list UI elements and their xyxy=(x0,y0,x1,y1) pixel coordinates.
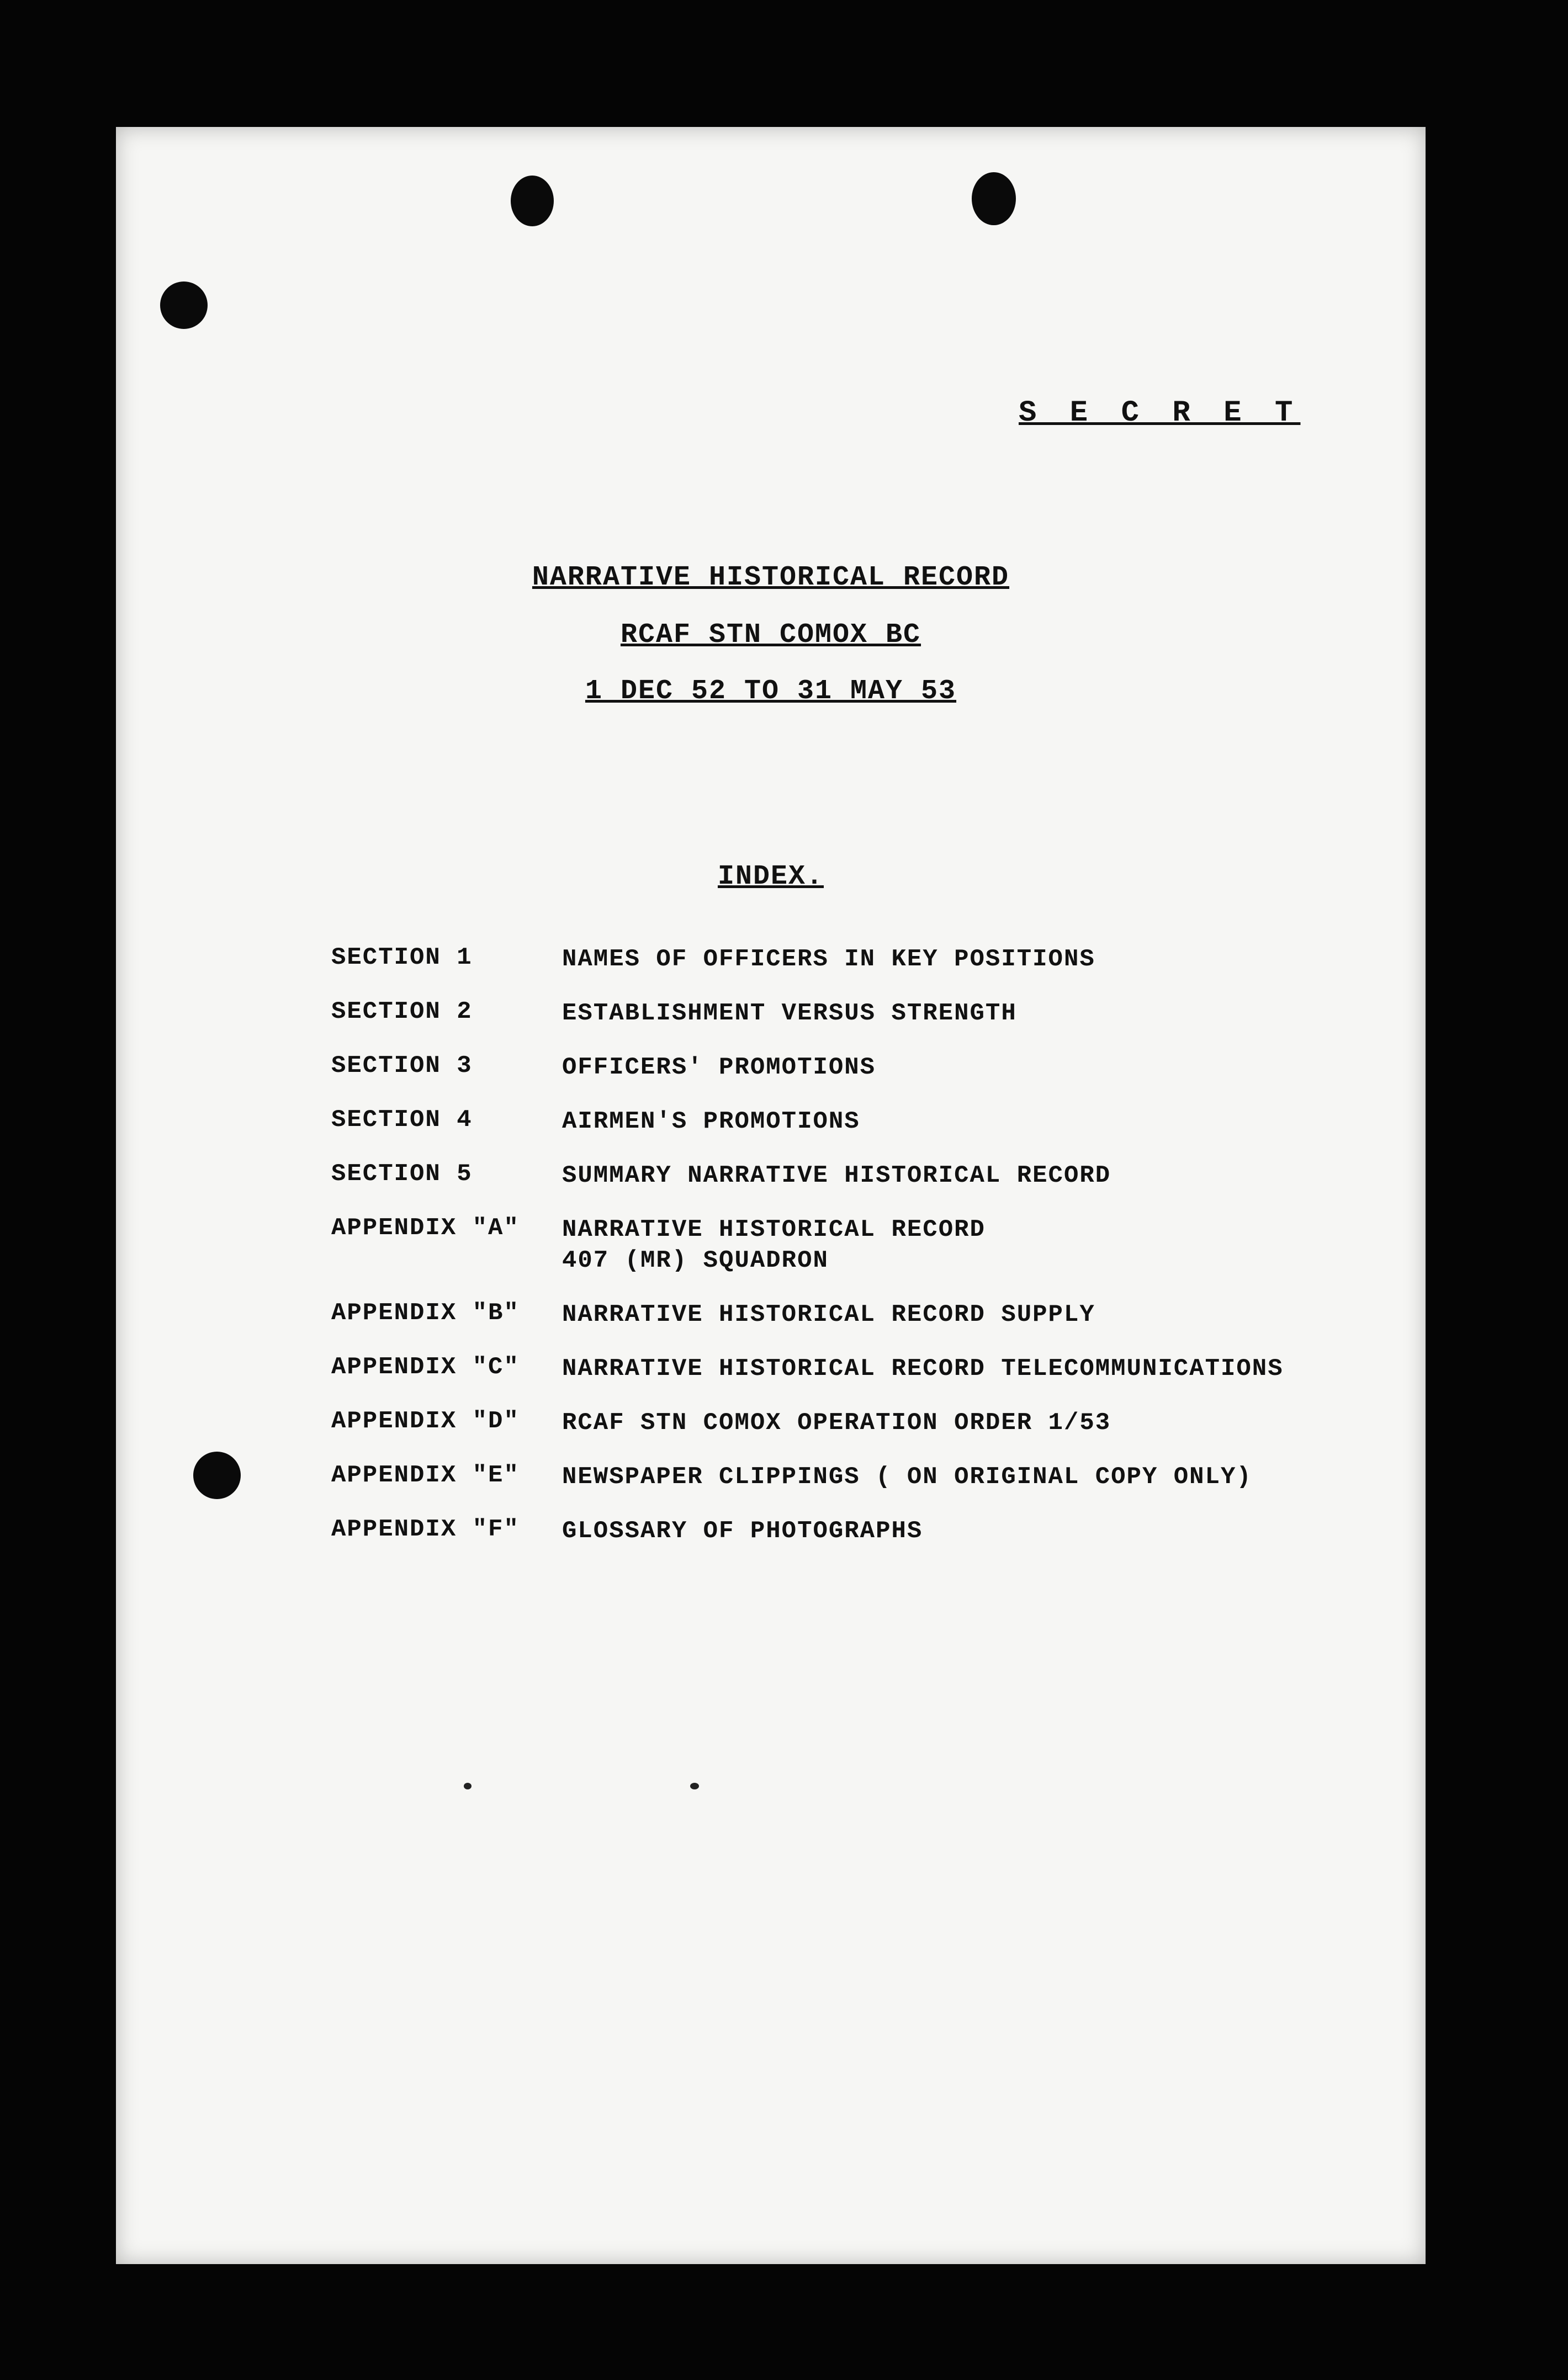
index-description-line: SUMMARY NARRATIVE HISTORICAL RECORD xyxy=(562,1162,1111,1189)
record-title: NARRATIVE HISTORICAL RECORD xyxy=(532,562,1010,593)
index-label: SECTION 3 xyxy=(331,1052,473,1080)
document-page xyxy=(116,127,1426,2264)
index-description xyxy=(562,1407,1380,1438)
index-description-line: GLOSSARY OF PHOTOGRAPHS xyxy=(562,1517,923,1545)
index-description xyxy=(562,1516,1380,1547)
security-classification: S E C R E T xyxy=(1019,396,1301,430)
ink-speck xyxy=(464,1783,472,1789)
index-label: SECTION 1 xyxy=(331,944,473,971)
ink-speck xyxy=(690,1783,699,1789)
index-description-line: OFFICERS' PROMOTIONS xyxy=(562,1054,876,1081)
index-description xyxy=(562,1052,1380,1083)
punch-hole-left-upper xyxy=(160,281,208,329)
index-description xyxy=(562,944,1380,975)
index-list xyxy=(331,944,1380,1570)
punch-hole-top-right xyxy=(972,172,1016,225)
index-description xyxy=(562,1353,1380,1384)
index-label: APPENDIX "A" xyxy=(331,1214,520,1242)
index-description-line: AIRMEN'S PROMOTIONS xyxy=(562,1108,860,1135)
index-description-line: ESTABLISHMENT VERSUS STRENGTH xyxy=(562,1000,1017,1027)
index-row xyxy=(331,1299,1380,1330)
index-description-line: NAMES OF OFFICERS IN KEY POSITIONS xyxy=(562,945,1095,973)
index-row xyxy=(331,1106,1380,1137)
index-heading: INDEX. xyxy=(717,861,824,892)
index-row xyxy=(331,1462,1380,1492)
record-station: RCAF STN COMOX BC xyxy=(620,619,921,651)
index-row xyxy=(331,1407,1380,1438)
index-description-line: 407 (MR) SQUADRON xyxy=(562,1247,829,1274)
index-description-line: NEWSPAPER CLIPPINGS ( ON ORIGINAL COPY ONLY) xyxy=(562,1463,1252,1491)
index-description xyxy=(562,1462,1380,1492)
index-row xyxy=(331,1353,1380,1384)
index-label: APPENDIX "D" xyxy=(331,1407,520,1435)
punch-hole-left-lower xyxy=(193,1452,241,1499)
index-label: APPENDIX "B" xyxy=(331,1299,520,1327)
index-description xyxy=(562,1214,1380,1276)
index-description xyxy=(562,998,1380,1029)
index-row xyxy=(331,998,1380,1029)
index-label: APPENDIX "F" xyxy=(331,1516,520,1543)
index-description xyxy=(562,1160,1380,1191)
index-description-line: NARRATIVE HISTORICAL RECORD TELECOMMUNICATIONS xyxy=(562,1355,1284,1383)
index-description-line: NARRATIVE HISTORICAL RECORD xyxy=(562,1216,986,1244)
record-period: 1 DEC 52 TO 31 MAY 53 xyxy=(585,676,957,707)
index-label: SECTION 2 xyxy=(331,998,473,1026)
index-description xyxy=(562,1106,1380,1137)
index-row xyxy=(331,944,1380,975)
index-label: SECTION 5 xyxy=(331,1160,473,1188)
index-label: SECTION 4 xyxy=(331,1106,473,1134)
index-row xyxy=(331,1214,1380,1276)
index-label: APPENDIX "E" xyxy=(331,1462,520,1489)
punch-hole-top-left xyxy=(511,176,554,226)
index-row xyxy=(331,1052,1380,1083)
index-row xyxy=(331,1516,1380,1547)
index-description xyxy=(562,1299,1380,1330)
index-description-line: NARRATIVE HISTORICAL RECORD SUPPLY xyxy=(562,1301,1095,1329)
index-row xyxy=(331,1160,1380,1191)
index-description-line: RCAF STN COMOX OPERATION ORDER 1/53 xyxy=(562,1409,1111,1437)
index-label: APPENDIX "C" xyxy=(331,1353,520,1381)
